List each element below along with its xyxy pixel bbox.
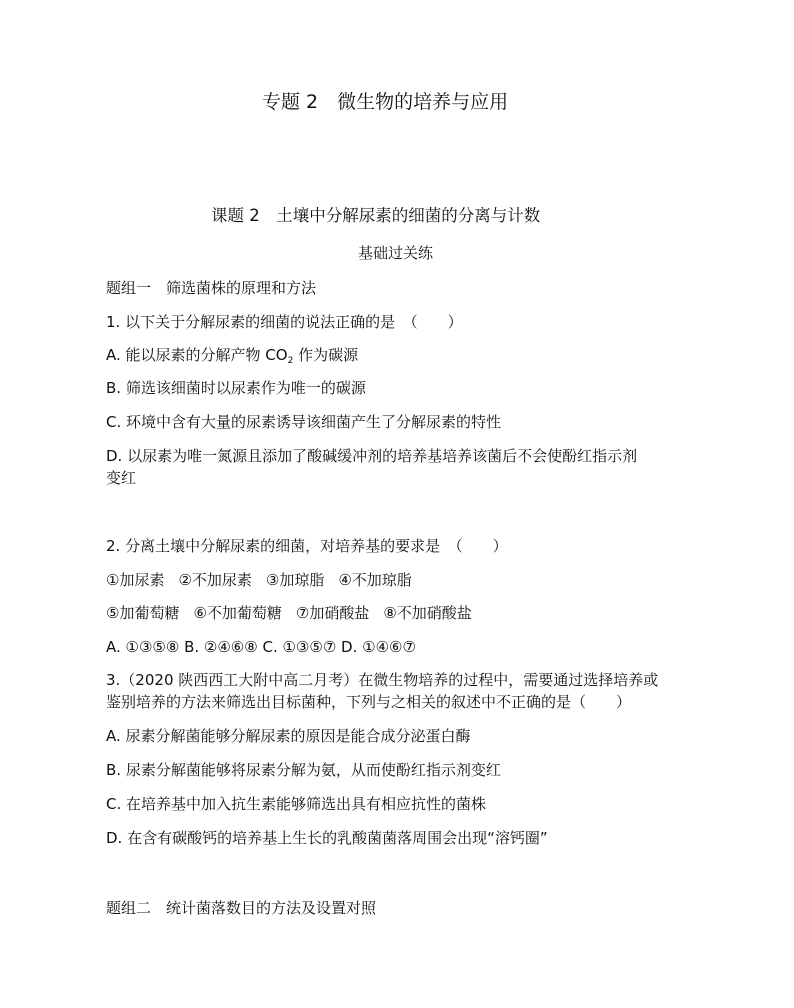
q3-option-a: A. 尿素分解菌能够分解尿素的原因是能合成分泌蛋白酶 — [106, 727, 471, 745]
q2-choices: A. ①③⑤⑧ B. ②④⑥⑧ C. ①③⑤⑦ D. ①④⑥⑦ — [106, 638, 416, 656]
q3-stem-line1: 3.（2020 陕西西工大附中高二月考）在微生物培养的过程中，需要通过选择培养或 — [106, 671, 659, 689]
group2-heading: 题组二 统计菌落数目的方法及设置对照 — [106, 899, 377, 917]
q1-option-d-line1: D. 以尿素为唯一氮源且添加了酸碱缓冲剂的培养基培养该菌后不会使酚红指示剂 — [106, 447, 638, 465]
q2-item: ⑧不加硝酸盐 — [383, 604, 472, 622]
q1-option-b: B. 筛选该细菌时以尿素作为唯一的碳源 — [106, 379, 366, 397]
q3-stem-line2: 鉴别培养的方法来筛选出目标菌种，下列与之相关的叙述中不正确的是（ ） — [106, 693, 632, 711]
section-title: 基础过关练 — [358, 244, 434, 262]
q3-option-c: C. 在培养基中加入抗生素能够筛选出具有相应抗性的菌株 — [106, 795, 487, 813]
q2-item: ④不加琼脂 — [338, 571, 412, 589]
q2-item: ⑦加硝酸盐 — [295, 604, 370, 622]
q1-option-a — [106, 345, 358, 365]
q1-option-a-post: 作为碳源 — [293, 346, 359, 364]
q2-items-row1 — [106, 570, 426, 590]
q3-option-d: D. 在含有碳酸钙的培养基上生长的乳酸菌菌落周围会出现“溶钙圈” — [106, 829, 548, 847]
group1-heading: 题组一 筛选菌株的原理和方法 — [106, 279, 317, 297]
q2-items-row2 — [106, 603, 486, 623]
q1-option-d-line2: 变红 — [106, 469, 137, 487]
q1-option-c: C. 环境中含有大量的尿素诱导该细菌产生了分解尿素的特性 — [106, 413, 502, 431]
q3-option-b: B. 尿素分解菌能够将尿素分解为氨，从而使酚红指示剂变红 — [106, 761, 501, 779]
q1-option-a-sub: 2 — [287, 356, 294, 366]
q2-stem: 2. 分离土壤中分解尿素的细菌，对培养基的要求是 （ ） — [106, 537, 508, 555]
lesson-title: 课题 2 土壤中分解尿素的细菌的分离与计数 — [211, 206, 541, 225]
q2-item: ②不加尿素 — [178, 571, 252, 589]
q1-option-a-pre: A. 能以尿素的分解产物 CO — [106, 346, 288, 364]
q2-item: ⑤加葡萄糖 — [106, 604, 180, 622]
q2-item: ③加琼脂 — [265, 571, 325, 589]
q1-stem: 1. 以下关于分解尿素的细菌的说法正确的是 （ ） — [106, 313, 463, 331]
page-title: 专题 2 微生物的培养与应用 — [262, 91, 509, 113]
q2-item: ①加尿素 — [106, 571, 165, 589]
q2-item: ⑥不加葡萄糖 — [193, 604, 282, 622]
